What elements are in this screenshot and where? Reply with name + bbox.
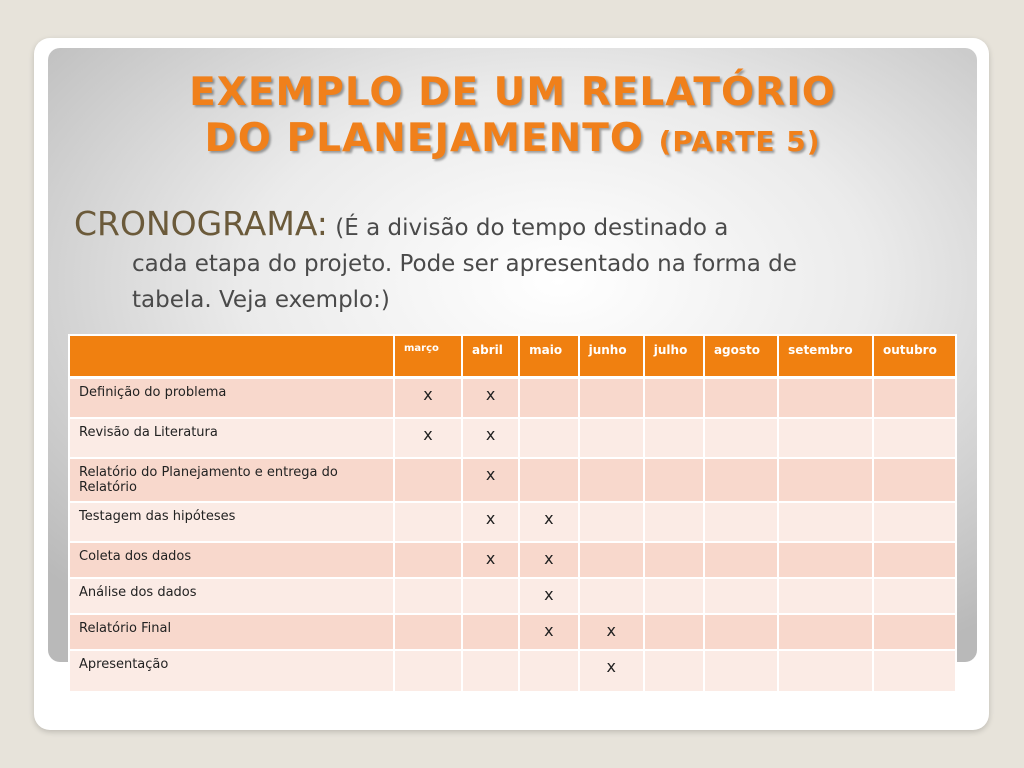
month-mark-cell [873, 650, 956, 692]
task-cell: Apresentação [69, 650, 394, 692]
month-mark-cell: x [394, 378, 462, 418]
month-mark-cell [394, 458, 462, 502]
month-mark-cell [704, 614, 778, 650]
month-mark-cell [644, 378, 704, 418]
month-mark-cell [519, 458, 579, 502]
month-mark-cell [873, 378, 956, 418]
month-mark-cell [579, 418, 644, 458]
title-line-2 [48, 116, 977, 165]
title-part: (PARTE 5) [658, 125, 821, 158]
month-mark-cell [873, 542, 956, 578]
table-row [69, 502, 956, 542]
month-mark-cell [704, 650, 778, 692]
month-mark-cell [704, 378, 778, 418]
month-mark-cell: x [462, 458, 519, 502]
table-row [69, 542, 956, 578]
month-mark-cell [873, 614, 956, 650]
title-line-2-text: DO PLANEJAMENTO [204, 116, 644, 161]
month-mark-cell [579, 378, 644, 418]
table-row [69, 614, 956, 650]
body-line-2: cada etapa do projeto. Pode ser apresentado na forma de [132, 251, 797, 277]
month-mark-cell [644, 650, 704, 692]
month-mark-cell [704, 542, 778, 578]
month-mark-cell [579, 502, 644, 542]
month-mark-cell [519, 650, 579, 692]
month-mark-cell: x [579, 614, 644, 650]
month-mark-cell [579, 542, 644, 578]
body-line-1: (É a divisão do tempo destinado a [335, 215, 729, 241]
header-month-abril: abril [462, 335, 519, 378]
month-mark-cell [519, 418, 579, 458]
month-mark-cell: x [462, 542, 519, 578]
month-mark-cell [519, 378, 579, 418]
schedule-body [69, 378, 956, 692]
month-mark-cell [462, 578, 519, 614]
month-mark-cell [778, 502, 873, 542]
month-mark-cell [778, 542, 873, 578]
table-row [69, 578, 956, 614]
schedule-table [68, 334, 957, 693]
month-mark-cell [873, 502, 956, 542]
month-mark-cell [778, 614, 873, 650]
month-mark-cell: x [519, 614, 579, 650]
month-mark-cell [704, 418, 778, 458]
month-mark-cell [778, 650, 873, 692]
month-mark-cell [704, 578, 778, 614]
month-mark-cell [704, 458, 778, 502]
month-mark-cell: x [519, 502, 579, 542]
lead-label: CRONOGRAMA: [74, 204, 328, 243]
month-mark-cell [778, 578, 873, 614]
task-cell: Testagem das hipóteses [69, 502, 394, 542]
table-header-row [69, 335, 956, 378]
month-mark-cell [873, 578, 956, 614]
body-line-3: tabela. Veja exemplo:) [132, 287, 390, 313]
month-mark-cell: x [462, 378, 519, 418]
table-row [69, 650, 956, 692]
month-mark-cell [644, 542, 704, 578]
month-mark-cell [462, 614, 519, 650]
month-mark-cell [394, 650, 462, 692]
task-cell: Coleta dos dados [69, 542, 394, 578]
month-mark-cell [778, 458, 873, 502]
table-row [69, 378, 956, 418]
month-mark-cell [644, 578, 704, 614]
month-mark-cell [644, 458, 704, 502]
body-text [74, 206, 974, 318]
month-mark-cell [644, 502, 704, 542]
month-mark-cell [394, 502, 462, 542]
month-mark-cell [644, 614, 704, 650]
month-mark-cell: x [519, 542, 579, 578]
header-month-agosto: agosto [704, 335, 778, 378]
header-month-junho: junho [579, 335, 644, 378]
month-mark-cell [778, 418, 873, 458]
header-task-cell [69, 335, 394, 378]
month-mark-cell: x [394, 418, 462, 458]
month-mark-cell: x [462, 418, 519, 458]
task-cell: Revisão da Literatura [69, 418, 394, 458]
title-line-1: EXEMPLO DE UM RELATÓRIO [189, 70, 836, 115]
month-mark-cell [394, 614, 462, 650]
month-mark-cell [462, 650, 519, 692]
month-mark-cell [873, 458, 956, 502]
task-cell: Análise dos dados [69, 578, 394, 614]
task-cell: Relatório do Planejamento e entrega do Relatório [69, 458, 394, 502]
task-cell: Relatório Final [69, 614, 394, 650]
month-mark-cell [579, 458, 644, 502]
month-mark-cell [579, 578, 644, 614]
month-mark-cell [644, 418, 704, 458]
header-month-maio: maio [519, 335, 579, 378]
month-mark-cell [873, 418, 956, 458]
month-mark-cell [704, 502, 778, 542]
slide-title [48, 70, 977, 165]
table-row [69, 458, 956, 502]
month-mark-cell: x [462, 502, 519, 542]
table-row [69, 418, 956, 458]
header-month-setembro: setembro [778, 335, 873, 378]
month-mark-cell [394, 578, 462, 614]
month-mark-cell [778, 378, 873, 418]
header-month-outubro: outubro [873, 335, 956, 378]
month-mark-cell: x [579, 650, 644, 692]
header-month-julho: julho [644, 335, 704, 378]
month-mark-cell [394, 542, 462, 578]
header-month-marco: março [394, 335, 462, 378]
month-mark-cell: x [519, 578, 579, 614]
task-cell: Definição do problema [69, 378, 394, 418]
